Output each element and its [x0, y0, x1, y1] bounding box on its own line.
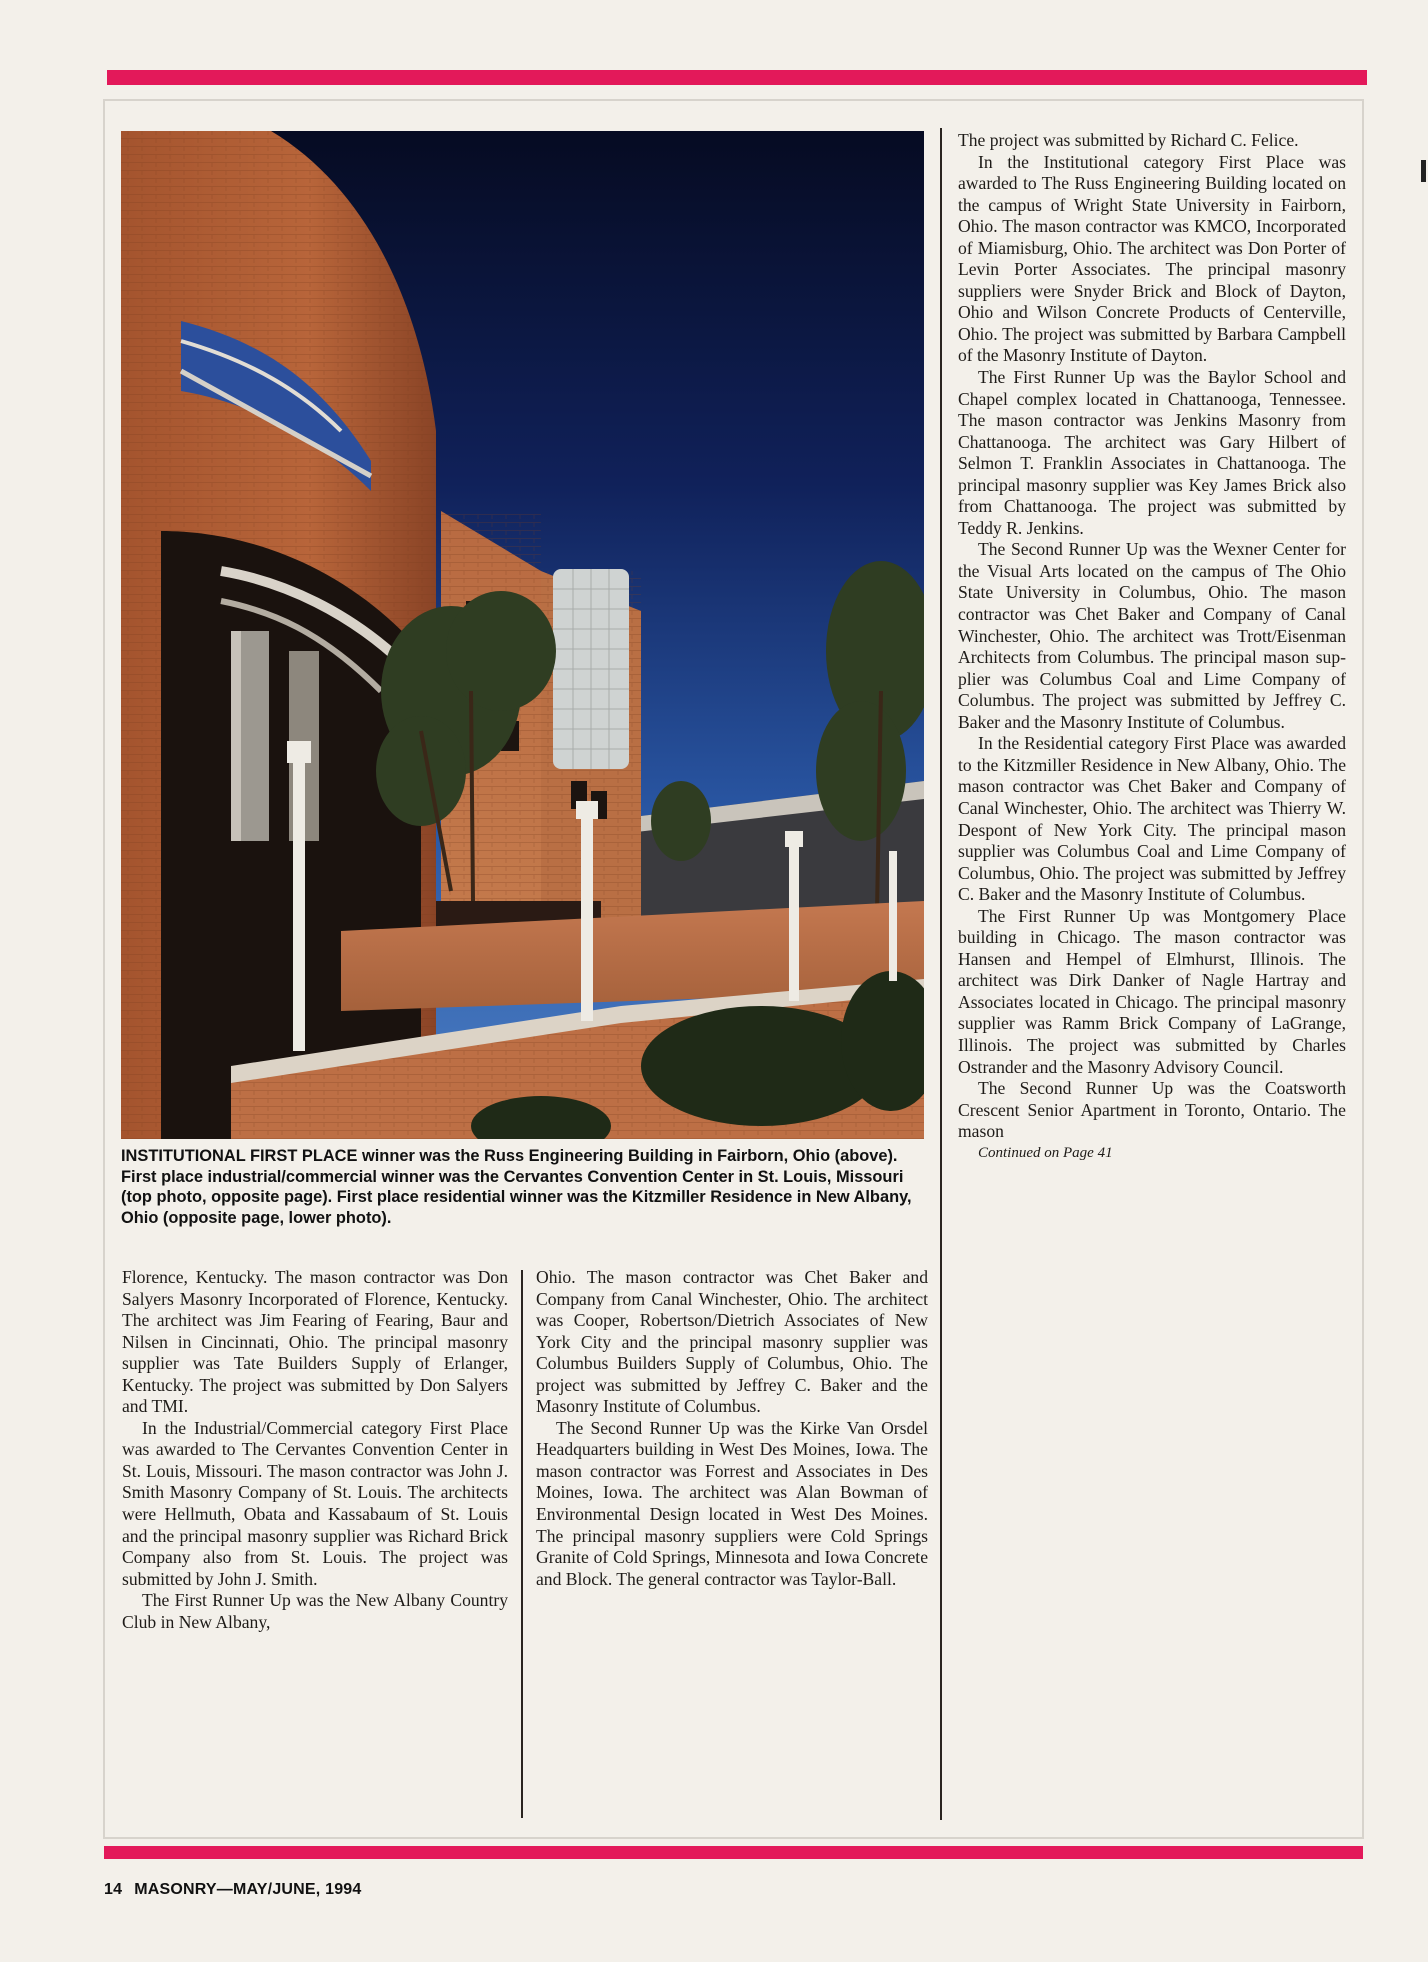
column-divider — [940, 128, 942, 1820]
publication-line: MASONRY—MAY/JUNE, 1994 — [134, 1881, 362, 1898]
text-column-1 — [122, 1267, 508, 1633]
page-footer — [104, 1881, 362, 1899]
paragraph: In the Institutional category First Place was awarded to The Russ Engineering Building located on the campus of Wright State University in Fairborn, Ohio. The mason contractor was KMCO, Incorporated of Miamisburg, Ohio. The architect was Don Porter of Levin Porter Associates. The principal masonry suppliers were Snyder Brick and Block of Dayton, Ohio and Wilson Concrete Products of Centerville, Ohio. The project was submitted by Barbara Campbell of the Masonry Institute of Dayton. — [958, 151, 1346, 366]
bottom-accent-rule — [104, 1846, 1363, 1859]
paragraph: In the Industrial/Commercial category First Place was awarded to The Cervantes Convention Center in St. Louis, Missouri. The mason contractor was John J. Smith Masonry Company of St. Louis. The architects were Hellmuth, Obata and Kassabaum of St. Louis and the principal masonry supplier was Richard Brick Company also from St. Louis. The project was submitted by John J. Smith. — [122, 1417, 508, 1589]
photo-caption: INSTITUTIONAL FIRST PLACE winner was the Russ Engineering Building in Fairborn, Ohio (above). First place industrial/commercial winner was the Cervantes Convention Center in St. Louis, Missouri (top photo, opposite page). First place residential winner was the Kitzmiller Residence in New Albany, Ohio (opposite page, lower photo). — [121, 1147, 912, 1227]
paragraph: The First Runner Up was the Baylor School and Chapel complex located in Chattanooga, Tennessee. The mason contractor was Jenkins Masonry from Chattanooga. The architect was Gary Hilbert of Selmon T. Franklin Associates in Chattanooga. The principal masonry supplier was Key James Brick also from Chattanooga. The project was submitted by Teddy R. Jenkins. — [958, 367, 1346, 538]
building-photo — [121, 131, 924, 1139]
top-accent-rule — [107, 70, 1367, 85]
text-column-3 — [958, 130, 1346, 1164]
paragraph: The Second Runner Up was the Kirke Van Orsdel Headquarters building in West Des Moines, Iowa. The mason contractor was Forrest and Associates in Des Moines, Iowa. The architect was Alan Bowman of Environmental Design located in West Des Moines. The principal masonry suppliers were Cold Springs Granite of Cold Springs, Minnesota and Iowa Concrete and Block. The general contractor was Taylor-Ball. — [536, 1417, 928, 1589]
text-column-2 — [536, 1267, 928, 1590]
paragraph: The Second Runner Up was the Coatsworth Crescent Senior Apartment in Toronto, Ontario. The mason — [958, 1078, 1346, 1142]
page-edge-mark — [1421, 160, 1426, 182]
page-number: 14 — [104, 1881, 123, 1898]
paragraph: In the Residential category First Place was awarded to the Kitzmiller Residence in New Albany, Ohio. The mason contractor was Chet Baker and Company of Canal Winchester, Ohio. The architect was Thierry W. Despont of New York City. The principal mason supplier was Columbus Coal and Lime Company of Columbus, Ohio. The project was submitted by Jeffrey C. Baker and the Masonry Institute of Columbus. — [958, 733, 1346, 905]
paragraph: The First Runner Up was the New Albany Country Club in New Albany, — [122, 1590, 508, 1632]
paragraph: Florence, Kentucky. The mason contractor was Don Salyers Masonry Incorporated of Florence, Kentucky. The architect was Jim Fearing of Fearing, Baur and Nilsen in Cincinnati, Ohio. The principal masonry supplier was Tate Builders Supply of Erlanger, Kentucky. The project was submitted by Don Salyers and TMI. — [122, 1267, 508, 1417]
paragraph: The project was submitted by Richard C. Felice. — [958, 130, 1299, 150]
paragraph: The First Runner Up was Montgomery Place building in Chicago. The mason contractor was Hansen and Hempel of Elmhurst, Illinois. The architect was Dirk Danker of Nagle Hartray and Associates located in Chicago. The principal masonry supplier was Ramm Brick Company of LaGrange, Illinois. The project was submitted by Charles Ostrander and the Masonry Advisory Council. — [958, 905, 1346, 1077]
continued-note: Continued on Page 41 — [978, 1144, 1113, 1161]
paragraph: The Second Runner Up was the Wexner Center for the Visual Arts located on the campus of The Ohio State University in Columbus, Ohio. The mason contractor was Chet Baker and Company of Canal Winchester, Ohio. The architect was Trott/Eisenman Architects from Columbus. The principal mason supplier was Columbus Coal and Lime Company of Columbus. The project was submitted by Jeffrey C. Baker and the Masonry Institute of Columbus. — [958, 539, 1346, 732]
paragraph: Ohio. The mason contractor was Chet Baker and Company from Canal Winchester, Ohio. The architect was Cooper, Robertson/Dietrich Associates of New York City and the principal masonry supplier was Columbus Builders Supply of Columbus, Ohio. The project was submitted by Jeffrey C. Baker and the Masonry Institute of Columbus. — [536, 1267, 928, 1417]
column-divider — [521, 1270, 523, 1818]
